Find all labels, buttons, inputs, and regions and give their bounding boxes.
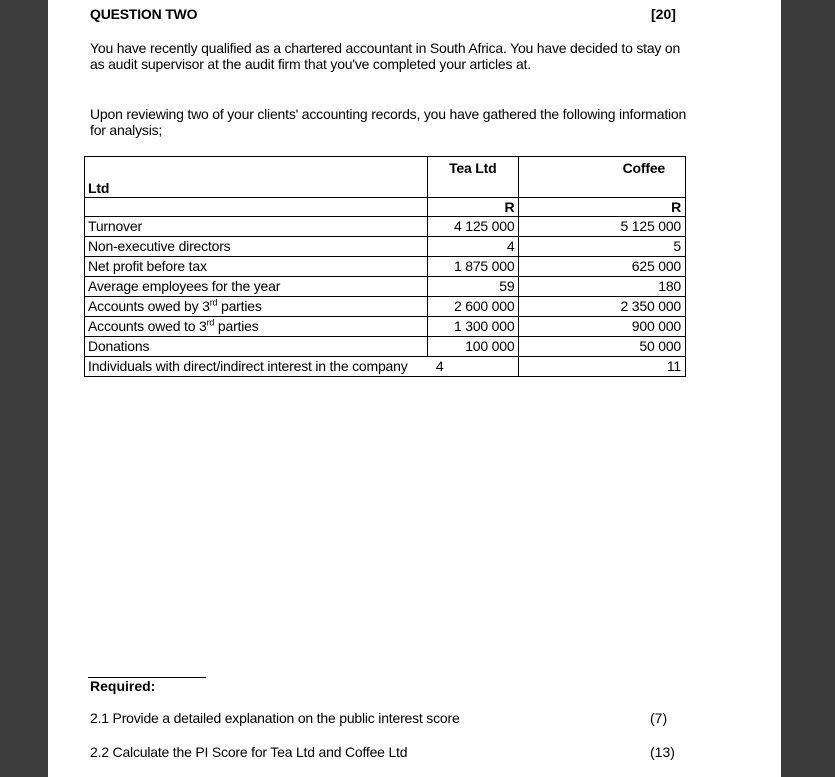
table-row <box>85 217 686 237</box>
row-tea-value: 2 600 000 <box>428 297 519 317</box>
row-label: Accounts owed to 3rd parties <box>85 317 428 337</box>
table-units-row <box>85 198 686 217</box>
row-label: Donations <box>85 337 428 357</box>
row-coffee-value: 625 000 <box>519 257 686 277</box>
table-row <box>85 317 686 337</box>
required-item-2-2: 2.2 Calculate the PI Score for Tea Ltd and Coffee Ltd <box>90 744 408 760</box>
header-coffee: Coffee <box>519 157 686 180</box>
header-coffee-ltd-wrap: Ltd <box>85 179 428 198</box>
table-header-row <box>85 157 686 180</box>
info-paragraph: Upon reviewing two of your clients' accounting records, you have gathered the following information for analysis; <box>90 106 687 138</box>
unit-coffee: R <box>519 198 686 217</box>
row-label: Non-executive directors <box>85 237 428 257</box>
required-title: Required: <box>90 678 156 694</box>
row-coffee-value: 900 000 <box>519 317 686 337</box>
question-title: QUESTION TWO <box>90 6 198 22</box>
header-tea-ltd: Tea Ltd <box>428 157 519 180</box>
intro-paragraph: You have recently qualified as a chartered accountant in South Africa. You have decided to stay on as audit supervisor at the audit firm that you've completed your articles at. <box>90 40 681 72</box>
row-tea-value: 4 125 000 <box>428 217 519 237</box>
viewer-margin-right <box>781 0 835 777</box>
row-tea-value: 59 <box>428 277 519 297</box>
row-coffee-value: 11 <box>519 357 686 377</box>
table-header-row-cont <box>85 179 686 198</box>
required-item-2-1-marks: (7) <box>650 710 668 726</box>
table-row <box>85 257 686 277</box>
table-row <box>85 357 686 377</box>
required-item-2-2-marks: (13) <box>650 744 675 760</box>
required-item-2-1: 2.1 Provide a detailed explanation on the public interest score <box>90 710 460 726</box>
row-tea-value: 1 300 000 <box>428 317 519 337</box>
row-label: Net profit before tax <box>85 257 428 277</box>
table-row <box>85 277 686 297</box>
row-coffee-value: 2 350 000 <box>519 297 686 317</box>
row-label: Individuals with direct/indirect interest in the company <box>85 357 428 377</box>
row-coffee-value: 180 <box>519 277 686 297</box>
document-page <box>48 0 781 777</box>
row-label: Accounts owed by 3rd parties <box>85 297 428 317</box>
row-coffee-value: 50 000 <box>519 337 686 357</box>
row-tea-value: 4 <box>428 357 519 377</box>
row-tea-value: 1 875 000 <box>428 257 519 277</box>
table-row <box>85 237 686 257</box>
row-coffee-value: 5 125 000 <box>519 217 686 237</box>
row-label: Turnover <box>85 217 428 237</box>
question-total-marks: [20] <box>651 6 676 22</box>
row-coffee-value: 5 <box>519 237 686 257</box>
row-tea-value: 100 000 <box>428 337 519 357</box>
table-row <box>85 297 686 317</box>
client-data-table <box>84 156 686 377</box>
row-label: Average employees for the year <box>85 277 428 297</box>
row-tea-value: 4 <box>428 237 519 257</box>
table-row <box>85 337 686 357</box>
unit-tea: R <box>428 198 519 217</box>
